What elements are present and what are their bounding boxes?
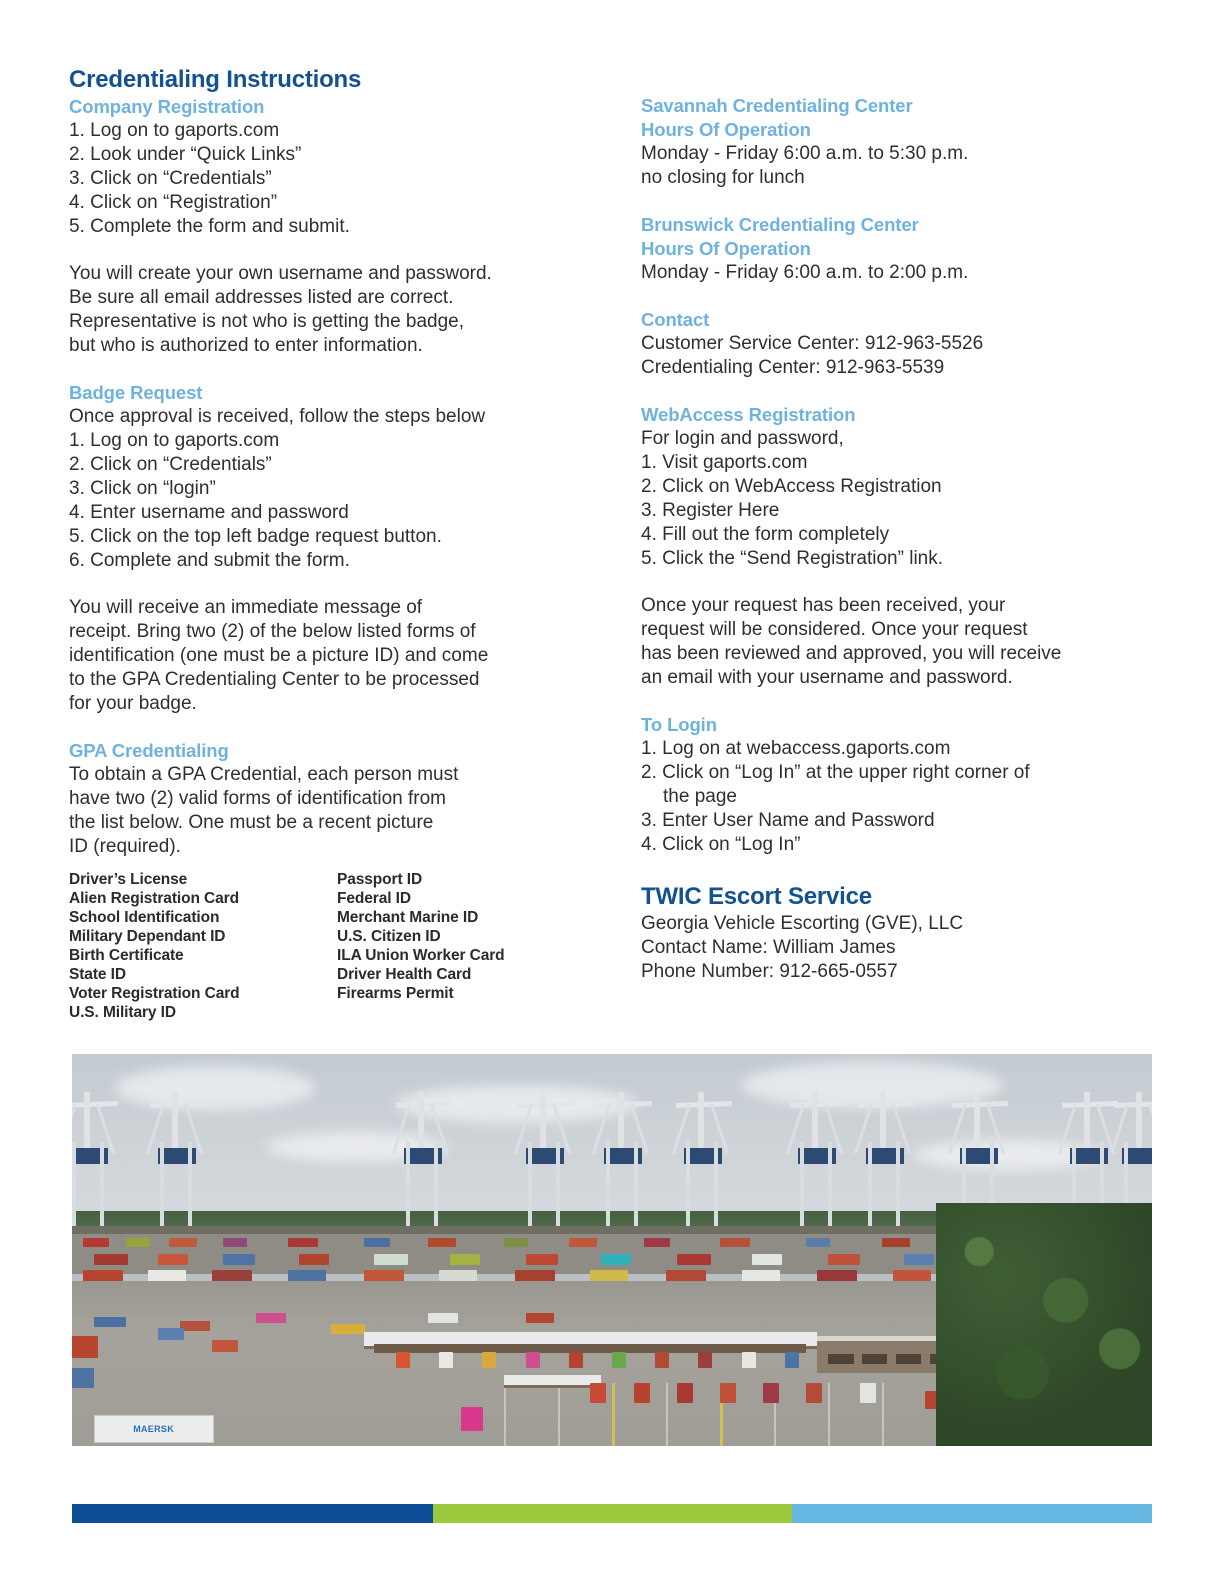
- list-item: 1. Visit gaports.com: [641, 452, 808, 473]
- section-heading-company-registration: Company Registration: [69, 96, 265, 117]
- list-item: U.S. Military ID: [69, 1004, 176, 1021]
- list-item: Birth Certificate: [69, 947, 184, 964]
- shipping-container: [169, 1238, 197, 1247]
- customer-service-phone: Customer Service Center: 912-963-5526: [641, 333, 984, 354]
- shipping-container: [677, 1254, 711, 1265]
- shipping-container: [72, 1368, 94, 1388]
- list-item: Driver’s License: [69, 871, 188, 888]
- paragraph-line: Be sure all email addresses listed are correct.: [69, 287, 454, 308]
- truck-in-lane: [677, 1383, 693, 1403]
- list-item: State ID: [69, 966, 126, 983]
- list-item: 1. Log on at webaccess.gaports.com: [641, 738, 951, 759]
- list-item: Firearms Permit: [337, 985, 454, 1002]
- paragraph-line: the list below. One must be a recent picture: [69, 812, 434, 833]
- spacer: [641, 571, 1151, 594]
- truck-in-lane: [742, 1352, 756, 1368]
- list-item: Military Dependant ID: [69, 928, 226, 945]
- shipping-container: [83, 1238, 109, 1247]
- shipping-container: [94, 1254, 128, 1265]
- section-heading-savannah-hours: Hours Of Operation: [641, 119, 811, 140]
- list-item: 1. Log on to gaports.com: [69, 120, 280, 141]
- list-item: 1. Log on to gaports.com: [69, 430, 280, 451]
- tree-line-right: [936, 1203, 1152, 1446]
- gantry-crane: [72, 1092, 112, 1242]
- list-item: 3. Click on “login”: [69, 478, 216, 499]
- paragraph-line: request will be considered. Once your request: [641, 619, 1028, 640]
- list-item: 5. Complete the form and submit.: [69, 216, 350, 237]
- list-item: Merchant Marine ID: [337, 909, 479, 926]
- list-item: U.S. Citizen ID: [337, 928, 441, 945]
- truck-in-lane: [439, 1352, 453, 1368]
- list-item: 6. Complete and submit the form.: [69, 550, 350, 571]
- paragraph-line: Representative is not who is getting the badge,: [69, 311, 465, 332]
- gantry-crane: [600, 1092, 646, 1242]
- paragraph-line: an email with your username and password.: [641, 667, 1013, 688]
- credentialing-center-phone: Credentialing Center: 912-963-5539: [641, 357, 945, 378]
- paragraph-line: receipt. Bring two (2) of the below listed forms of: [69, 621, 476, 642]
- accepted-identification-list: [69, 870, 589, 1022]
- list-item: 2. Look under “Quick Links”: [69, 144, 302, 165]
- list-item: 5. Click the “Send Registration” link.: [641, 548, 944, 569]
- paragraph-line: Monday - Friday 6:00 a.m. to 5:30 p.m.: [641, 143, 969, 164]
- twic-contact-name: Contact Name: William James: [641, 937, 896, 958]
- list-item: 2. Click on “Log In” at the upper right corner of: [641, 762, 1030, 783]
- list-item: 4. Enter username and password: [69, 502, 349, 523]
- list-item: Alien Registration Card: [69, 890, 239, 907]
- paragraph-line: For login and password,: [641, 428, 844, 449]
- shipping-container: [72, 1336, 98, 1358]
- list-item: 3. Click on “Credentials”: [69, 168, 272, 189]
- color-bar-segment-light-blue: [792, 1504, 1152, 1523]
- truck-in-lane: [569, 1352, 583, 1368]
- truck: [428, 1313, 458, 1323]
- spacer: [641, 857, 1151, 883]
- list-item: 3. Register Here: [641, 500, 780, 521]
- shipping-container: [364, 1238, 390, 1247]
- shipping-container: [450, 1254, 480, 1265]
- list-item: 4. Fill out the form completely: [641, 524, 890, 545]
- paragraph-line: You will create your own username and password.: [69, 263, 492, 284]
- section-heading-brunswick-hours: Hours Of Operation: [641, 238, 811, 259]
- truck: [94, 1317, 126, 1327]
- shipping-container: [428, 1238, 456, 1247]
- shipping-container: [288, 1238, 318, 1247]
- section-heading-brunswick-center: Brunswick Credentialing Center: [641, 214, 919, 235]
- truck-in-lane: [698, 1352, 712, 1368]
- truck: [526, 1313, 554, 1323]
- paragraph-line: has been reviewed and approved, you will receive: [641, 643, 1062, 664]
- paragraph-line: ID (required).: [69, 836, 181, 857]
- id-list-column-2: [337, 870, 505, 1022]
- truck-in-lane: [482, 1352, 496, 1368]
- shipping-container: [126, 1238, 150, 1247]
- paragraph-line: for your badge.: [69, 693, 197, 714]
- spacer: [641, 190, 1151, 213]
- shipping-container: [526, 1254, 558, 1265]
- shipping-container: [828, 1254, 860, 1265]
- paragraph-line: no closing for lunch: [641, 167, 805, 188]
- maersk-trailer: [94, 1415, 214, 1443]
- truck: [212, 1340, 238, 1352]
- list-item: School Identification: [69, 909, 220, 926]
- spacer: [69, 573, 589, 596]
- list-item: Voter Registration Card: [69, 985, 240, 1002]
- truck-in-lane: [634, 1383, 650, 1403]
- shipping-container: [882, 1238, 910, 1247]
- list-item: 2. Click on “Credentials”: [69, 454, 272, 475]
- shipping-container: [806, 1238, 830, 1247]
- paragraph-line: You will receive an immediate message of: [69, 597, 423, 618]
- shipping-container: [374, 1254, 408, 1265]
- paragraph-line: To obtain a GPA Credential, each person must: [69, 764, 459, 785]
- paragraph-line: to the GPA Credentialing Center to be processed: [69, 669, 480, 690]
- spacer: [641, 380, 1151, 403]
- gantry-crane: [680, 1092, 726, 1242]
- truck-in-lane: [785, 1352, 799, 1368]
- truck-in-lane: [860, 1383, 876, 1403]
- twic-company-name: Georgia Vehicle Escorting (GVE), LLC: [641, 913, 964, 934]
- cloud: [115, 1066, 315, 1110]
- list-item: ILA Union Worker Card: [337, 947, 505, 964]
- port-terminal-photo: [72, 1054, 1152, 1446]
- shipping-container: [223, 1238, 247, 1247]
- truck-in-lane: [720, 1383, 736, 1403]
- shipping-container: [752, 1254, 782, 1265]
- twic-phone-number: Phone Number: 912-665-0557: [641, 961, 898, 982]
- maersk-logo-text: MAERSK: [133, 1423, 174, 1434]
- left-column: [69, 66, 589, 859]
- truck-in-lane: [590, 1383, 606, 1403]
- section-heading-twic-escort-service: TWIC Escort Service: [641, 883, 872, 910]
- paragraph-line: identification (one must be a picture ID) and come: [69, 645, 489, 666]
- list-item: 2. Click on WebAccess Registration: [641, 476, 942, 497]
- section-heading-badge-request: Badge Request: [69, 382, 203, 403]
- id-list-column-1: [69, 870, 337, 1022]
- spacer: [641, 285, 1151, 308]
- list-item: 3. Enter User Name and Password: [641, 810, 935, 831]
- list-item: Driver Health Card: [337, 966, 472, 983]
- truck-trailer: [461, 1407, 483, 1431]
- truck: [256, 1313, 286, 1323]
- spacer: [69, 716, 589, 739]
- section-heading-to-login: To Login: [641, 714, 717, 735]
- right-column: [641, 94, 1151, 984]
- color-bar-segment-blue: [72, 1504, 433, 1523]
- list-item-continuation: the page: [663, 786, 737, 807]
- paragraph-line: Once your request has been received, your: [641, 595, 1006, 616]
- gantry-crane: [522, 1092, 568, 1242]
- section-heading-webaccess-registration: WebAccess Registration: [641, 404, 856, 425]
- shipping-container: [223, 1254, 255, 1265]
- list-item: Passport ID: [337, 871, 423, 888]
- truck-in-lane: [612, 1352, 626, 1368]
- paragraph-line: have two (2) valid forms of identification from: [69, 788, 446, 809]
- shipping-container: [904, 1254, 934, 1265]
- truck: [331, 1324, 365, 1334]
- truck-in-lane: [763, 1383, 779, 1403]
- shipping-container: [644, 1238, 670, 1247]
- paragraph-line: Monday - Friday 6:00 a.m. to 2:00 p.m.: [641, 262, 969, 283]
- paragraph-line: but who is authorized to enter information.: [69, 335, 423, 356]
- spacer: [69, 239, 589, 262]
- gantry-crane: [862, 1092, 908, 1242]
- shipping-container: [601, 1254, 631, 1265]
- photo-content: [72, 1054, 1152, 1446]
- list-item: Federal ID: [337, 890, 411, 907]
- shipping-container: [299, 1254, 329, 1265]
- spacer: [641, 690, 1151, 713]
- truck: [180, 1321, 210, 1331]
- truck-in-lane: [655, 1352, 669, 1368]
- paragraph-line: Once approval is received, follow the steps below: [69, 406, 486, 427]
- shipping-container: [720, 1238, 750, 1247]
- shipping-container: [569, 1238, 597, 1247]
- color-bar-segment-green: [433, 1504, 793, 1523]
- truck: [158, 1328, 184, 1340]
- page-title: Credentialing Instructions: [69, 66, 362, 93]
- shipping-container: [158, 1254, 188, 1265]
- truck-in-lane: [806, 1383, 822, 1403]
- gantry-crane: [400, 1092, 446, 1242]
- shipping-container: [504, 1238, 528, 1247]
- truck-in-lane: [526, 1352, 540, 1368]
- section-heading-contact: Contact: [641, 309, 710, 330]
- section-heading-savannah-center: Savannah Credentialing Center: [641, 95, 913, 116]
- spacer: [69, 358, 589, 381]
- gantry-crane: [794, 1092, 840, 1242]
- list-item: 5. Click on the top left badge request button.: [69, 526, 442, 547]
- section-heading-gpa-credentialing: GPA Credentialing: [69, 740, 229, 761]
- list-item: 4. Click on “Registration”: [69, 192, 278, 213]
- list-item: 4. Click on “Log In”: [641, 834, 801, 855]
- inspection-canopy: [504, 1375, 601, 1388]
- gantry-crane: [154, 1092, 200, 1242]
- footer-color-bar: [72, 1504, 1152, 1523]
- truck-in-lane: [396, 1352, 410, 1368]
